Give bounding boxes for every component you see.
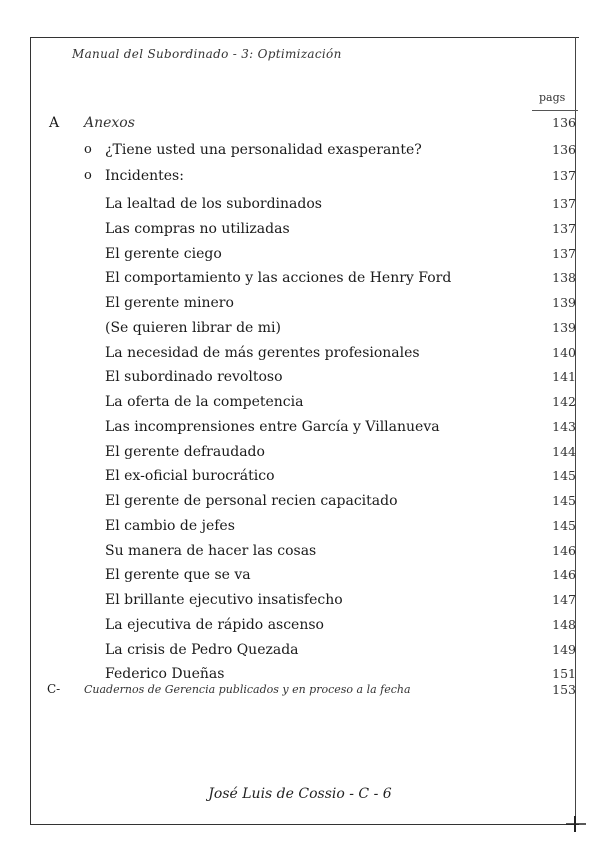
section-letter: C-	[47, 682, 61, 696]
toc-entry-text: El brillante ejecutivo insatisfecho	[105, 592, 343, 608]
page-number: 136	[552, 115, 576, 130]
toc-section-c	[0, 682, 600, 704]
toc-entry-text: El comportamiento y las acciones de Henry Ford	[105, 270, 452, 287]
page-number: 136	[552, 142, 576, 157]
toc-bullet-item	[0, 168, 600, 190]
section-title: Anexos	[84, 115, 135, 131]
toc-section-a	[0, 115, 600, 137]
page-number: 153	[552, 682, 576, 697]
toc-entry	[0, 468, 600, 490]
toc-entry	[0, 493, 600, 515]
toc-entry	[0, 567, 600, 589]
page-number: 146	[552, 542, 576, 558]
page-number: 137	[552, 220, 576, 236]
toc-entry-text: Federico Dueñas	[105, 666, 225, 683]
bottom-corner-mark	[566, 816, 586, 832]
section-letter: A	[49, 115, 60, 131]
page-number: 151	[552, 666, 576, 682]
page-number: 149	[552, 641, 576, 657]
page-number: 137	[552, 168, 576, 183]
page-number: 145	[552, 493, 576, 508]
toc-entry-text: El ex-oficial burocrático	[105, 468, 275, 485]
toc-entry	[0, 295, 600, 317]
toc-entry-text: La necesidad de más gerentes profesionales	[105, 344, 420, 361]
toc-entry-text: ¿Tiene usted una personalidad exasperante?	[105, 142, 422, 158]
toc-entry	[0, 394, 600, 416]
page-number: 142	[552, 394, 576, 409]
page-number: 145	[552, 517, 576, 533]
page-number: 137	[552, 196, 576, 211]
page-number: 144	[552, 443, 576, 459]
toc-entry-text: El gerente de personal recien capacitado	[105, 493, 398, 509]
toc-entry	[0, 345, 600, 367]
page-number: 143	[552, 418, 576, 434]
toc-entry-text: El gerente que se va	[105, 567, 251, 584]
toc-entry-text: La crisis de Pedro Quezada	[105, 641, 299, 658]
toc-entry	[0, 592, 600, 614]
bullet-marker: o	[84, 142, 92, 157]
toc-entry	[0, 270, 600, 292]
toc-entry-text: Las incomprensiones entre García y Villanueva	[105, 418, 440, 435]
toc-entry	[0, 444, 600, 466]
toc-entry	[0, 642, 600, 664]
toc-entry	[0, 617, 600, 639]
page-number: 141	[552, 369, 576, 385]
toc-entry-text: Incidentes:	[105, 168, 184, 184]
bullet-marker: o	[84, 168, 92, 183]
page-number: 140	[552, 344, 576, 360]
page-number: 146	[552, 567, 576, 583]
page-number: 148	[552, 616, 576, 632]
toc-entry-text: El gerente defraudado	[105, 443, 265, 460]
toc-entry	[0, 196, 600, 218]
toc-entry-text: La ejecutiva de rápido ascenso	[105, 616, 324, 633]
page-number: 139	[552, 319, 576, 335]
toc-entry-text: La oferta de la competencia	[105, 394, 304, 410]
toc-entry	[0, 320, 600, 342]
pages-column-label: pags	[539, 91, 566, 104]
toc-entry-text: El subordinado revoltoso	[105, 369, 283, 386]
toc-entry	[0, 221, 600, 243]
toc-entry	[0, 369, 600, 391]
toc-entry	[0, 518, 600, 540]
page-number: 138	[552, 270, 576, 286]
page-number: 147	[552, 592, 576, 607]
section-title: Cuadernos de Gerencia publicados y en proceso a la fecha	[84, 683, 411, 696]
toc-entry-text: El gerente ciego	[105, 245, 222, 262]
toc-bullet-item	[0, 142, 600, 164]
page-footer: José Luis de Cossio - C - 6	[208, 786, 392, 802]
page-number: 137	[552, 245, 576, 261]
pages-column-rule	[532, 110, 578, 111]
toc-entry	[0, 419, 600, 441]
page-number: 145	[552, 468, 576, 484]
page-number: 139	[552, 295, 576, 310]
toc-entry-text: Su manera de hacer las cosas	[105, 542, 317, 559]
toc-entry-text: El gerente minero	[105, 295, 234, 311]
toc-entry-text: La lealtad de los subordinados	[105, 196, 322, 212]
toc-entry	[0, 246, 600, 268]
toc-entry-text: (Se quieren librar de mi)	[105, 319, 281, 336]
toc-entry	[0, 543, 600, 565]
toc-entry-text: Las compras no utilizadas	[105, 220, 290, 237]
page-header: Manual del Subordinado - 3: Optimización	[72, 47, 342, 61]
toc-entry-text: El cambio de jefes	[105, 517, 235, 534]
